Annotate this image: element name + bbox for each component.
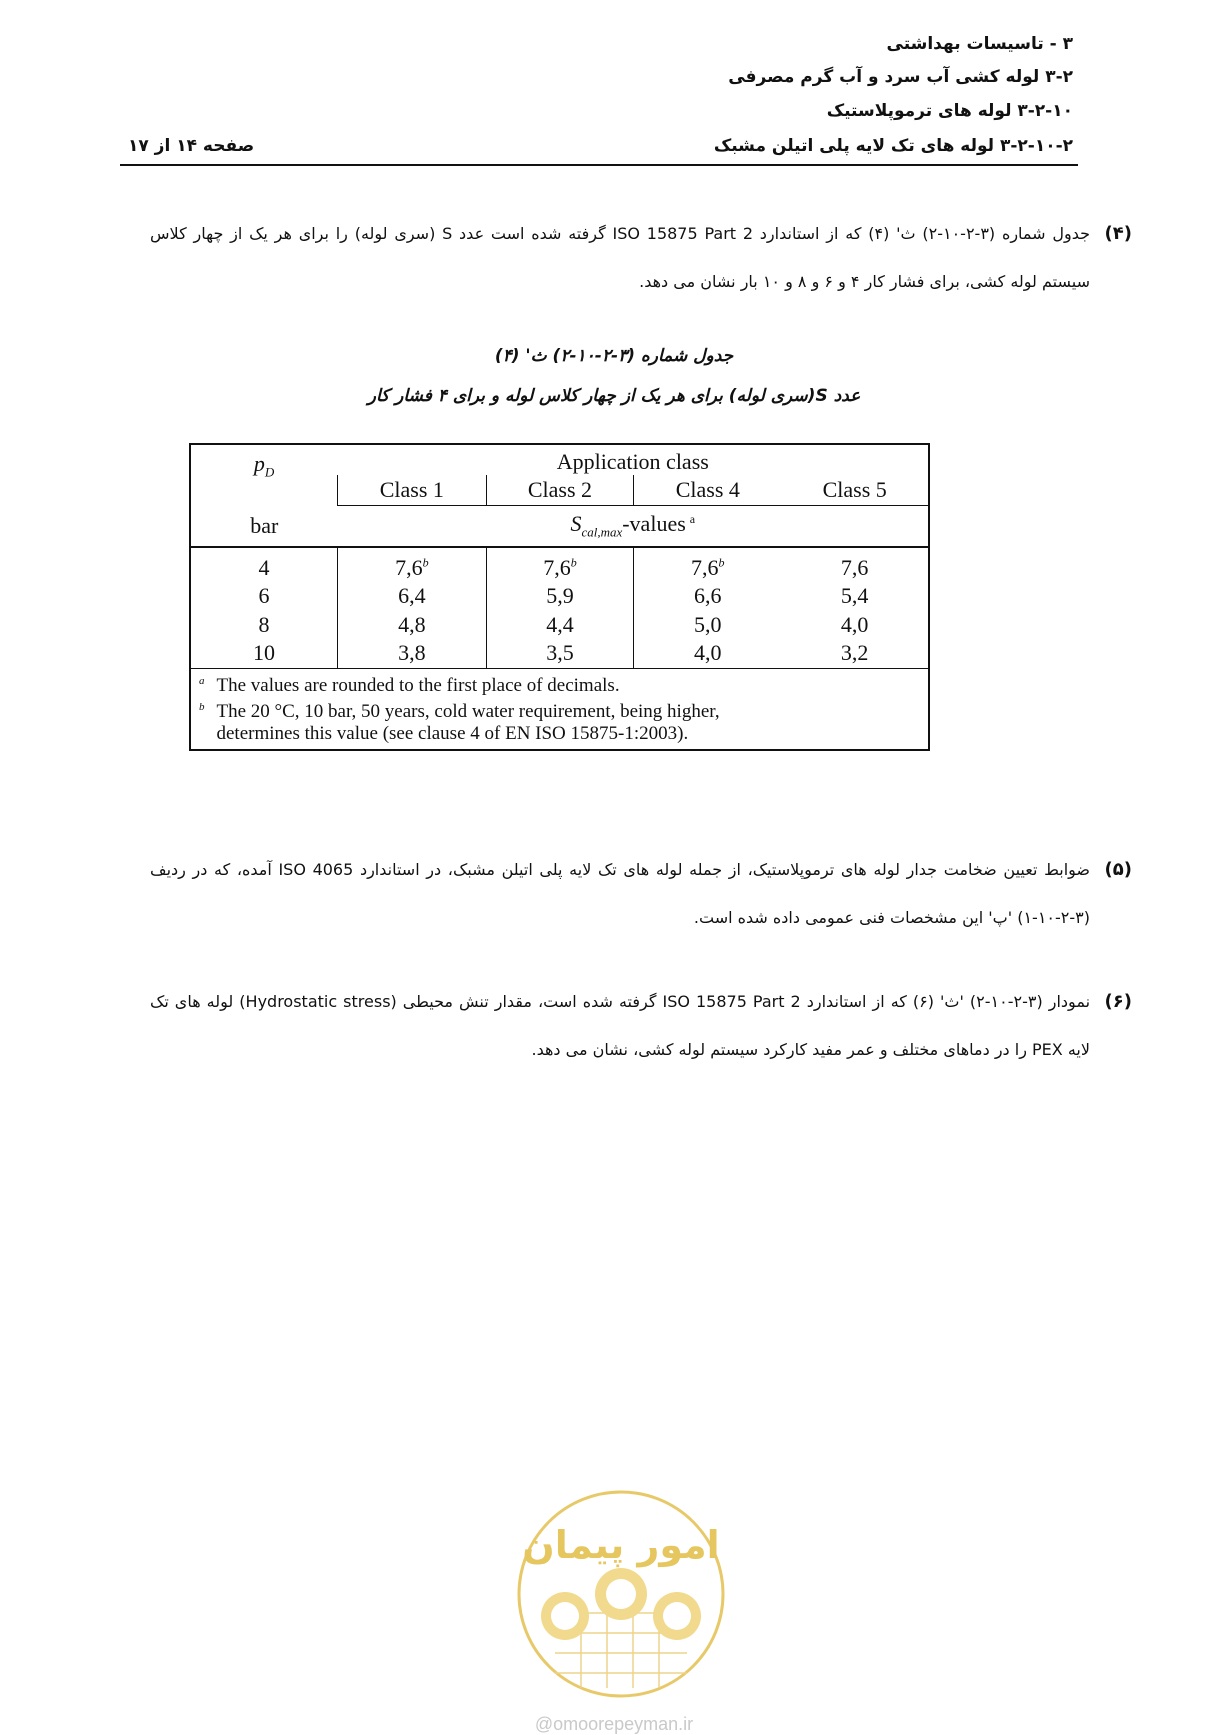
s-value-cell xyxy=(634,639,782,668)
s-value: 5,4 xyxy=(840,582,869,608)
s-value-cell xyxy=(634,610,782,639)
s-value-cell xyxy=(634,581,782,610)
paragraph-6-text: نمودار (۳-۲-۱۰-۲) 'ث' (۶) که از استاندارد ISO 15875 Part 2 گرفته شده است، مقدار تنش محیطی (Hydrostatic stress) لوله های تک لایه PEX را در دماهای مختلف و عمر مفید کارکرد سیستم لوله کشی، نشان می دهد. xyxy=(150,992,1091,1059)
s-value-cell xyxy=(486,581,634,610)
s-value: 5,0 xyxy=(694,611,722,637)
s-value-cell xyxy=(338,581,487,610)
paragraph-6 xyxy=(150,978,1132,1074)
s-value: 7,6 xyxy=(840,554,869,580)
s-value-cell xyxy=(781,547,929,581)
s-value-cell xyxy=(781,581,929,610)
svg-text:امور پیمان: امور پیمان xyxy=(522,1523,720,1567)
s-value: 4,0 xyxy=(840,611,869,637)
s-value: 5,9 xyxy=(546,582,574,608)
table-row xyxy=(190,639,929,668)
s-value: 3,2 xyxy=(840,640,869,666)
pd-header: $p_D$ xyxy=(190,444,338,505)
table-row xyxy=(190,547,929,581)
pressure-cell: 8 xyxy=(190,610,338,639)
footnote-marker: b xyxy=(570,555,577,570)
note-b: b The 20 °C, 10 bar, 50 years, cold water requirement, being higher, determines this value (see clause 4 of EN ISO 15875-1:2003). xyxy=(199,700,720,744)
s-value: 4,8 xyxy=(398,611,426,637)
paragraph-5-text: ضوابط تعیین ضخامت جدار لوله های ترموپلاستیک، از جمله لوله های تک لایه پلی اتیلن مشبک، در استاندارد ISO 4065 آمده، که در ردیف (۳-۲-۱۰-۱) 'پ' این مشخصات فنی عمومی داده شده است. xyxy=(150,860,1091,927)
table-row xyxy=(190,610,929,639)
class-2-header: Class 2 xyxy=(486,475,634,505)
s-value: 7,6 xyxy=(395,554,423,580)
s-value-cell xyxy=(486,547,634,581)
s-value: 3,8 xyxy=(398,640,426,666)
paragraph-4-number: (۴) xyxy=(1104,223,1132,244)
s-value-cell xyxy=(338,547,487,581)
s-value: 3,5 xyxy=(546,640,574,666)
header-line-4: ۳-۲-۱۰-۲ لوله های تک لایه پلی اتیلن مشبک xyxy=(713,136,1073,156)
footnote-marker: b xyxy=(718,555,725,570)
paragraph-4 xyxy=(150,210,1132,306)
table-title: جدول شماره (۳-۲-۱۰-۲) ث' (۴) xyxy=(494,346,734,366)
s-value-cell xyxy=(781,639,929,668)
s-value-cell xyxy=(486,610,634,639)
paragraph-5-number: (۵) xyxy=(1104,859,1132,880)
watermark-seal-logo xyxy=(515,1488,727,1700)
paragraph-4-text: جدول شماره (۳-۲-۱۰-۲) ث' (۴) که از استاندارد ISO 15875 Part 2 گرفته شده است عدد S (سری لوله) را برای هر یک از چهار کلاس سیستم لوله کشی، برای فشار کار ۴ و ۶ و ۸ و ۱۰ بار نشان می دهد. xyxy=(150,224,1091,291)
table-row xyxy=(190,581,929,610)
header-line-2: ۳-۲ لوله کشی آب سرد و آب گرم مصرفی xyxy=(728,67,1073,87)
s-values-header: $S_{cal,max}$-values $^a$ xyxy=(338,505,929,547)
s-value-cell xyxy=(486,639,634,668)
header-line-3: ۳-۲-۱۰ لوله های ترموپلاستیک xyxy=(826,101,1073,121)
pressure-cell: 4 xyxy=(190,547,338,581)
s-values-table xyxy=(189,443,930,751)
footnote-marker: b xyxy=(422,555,429,570)
header-line-1: ۳ - تاسیسات بهداشتی xyxy=(886,34,1073,54)
page-number: صفحه ۱۴ از ۱۷ xyxy=(128,136,255,156)
paragraph-5 xyxy=(150,846,1132,942)
class-4-header: Class 4 xyxy=(634,475,782,505)
s-value-cell xyxy=(634,547,782,581)
pressure-cell: 10 xyxy=(190,639,338,668)
s-value-cell xyxy=(338,639,487,668)
table-body xyxy=(190,547,929,668)
s-value: 4,0 xyxy=(694,640,722,666)
paragraph-6-number: (۶) xyxy=(1104,991,1132,1012)
s-value: 4,4 xyxy=(546,611,574,637)
application-class-header: Application class xyxy=(556,449,709,474)
note-a: $^a$ The values are rounded to the first place of decimals. xyxy=(190,668,929,699)
s-value: 6,6 xyxy=(694,582,722,608)
at-icon: @ xyxy=(534,1714,554,1734)
class-1-header: Class 1 xyxy=(338,475,487,505)
s-value: 7,6 xyxy=(543,554,571,580)
s-value-cell xyxy=(781,610,929,639)
s-value: 7,6 xyxy=(691,554,719,580)
watermark-url: @omoorepeyman.ir xyxy=(534,1714,694,1734)
s-value: 6,4 xyxy=(398,582,426,608)
class-5-header: Class 5 xyxy=(781,475,929,505)
unit-header: bar xyxy=(190,505,338,547)
table-subtitle: عدد S(سری لوله) برای هر یک از چهار کلاس لوله و برای ۴ فشار کار xyxy=(367,386,861,406)
header-divider xyxy=(120,164,1078,166)
pressure-cell: 6 xyxy=(190,581,338,610)
s-value-cell xyxy=(338,610,487,639)
